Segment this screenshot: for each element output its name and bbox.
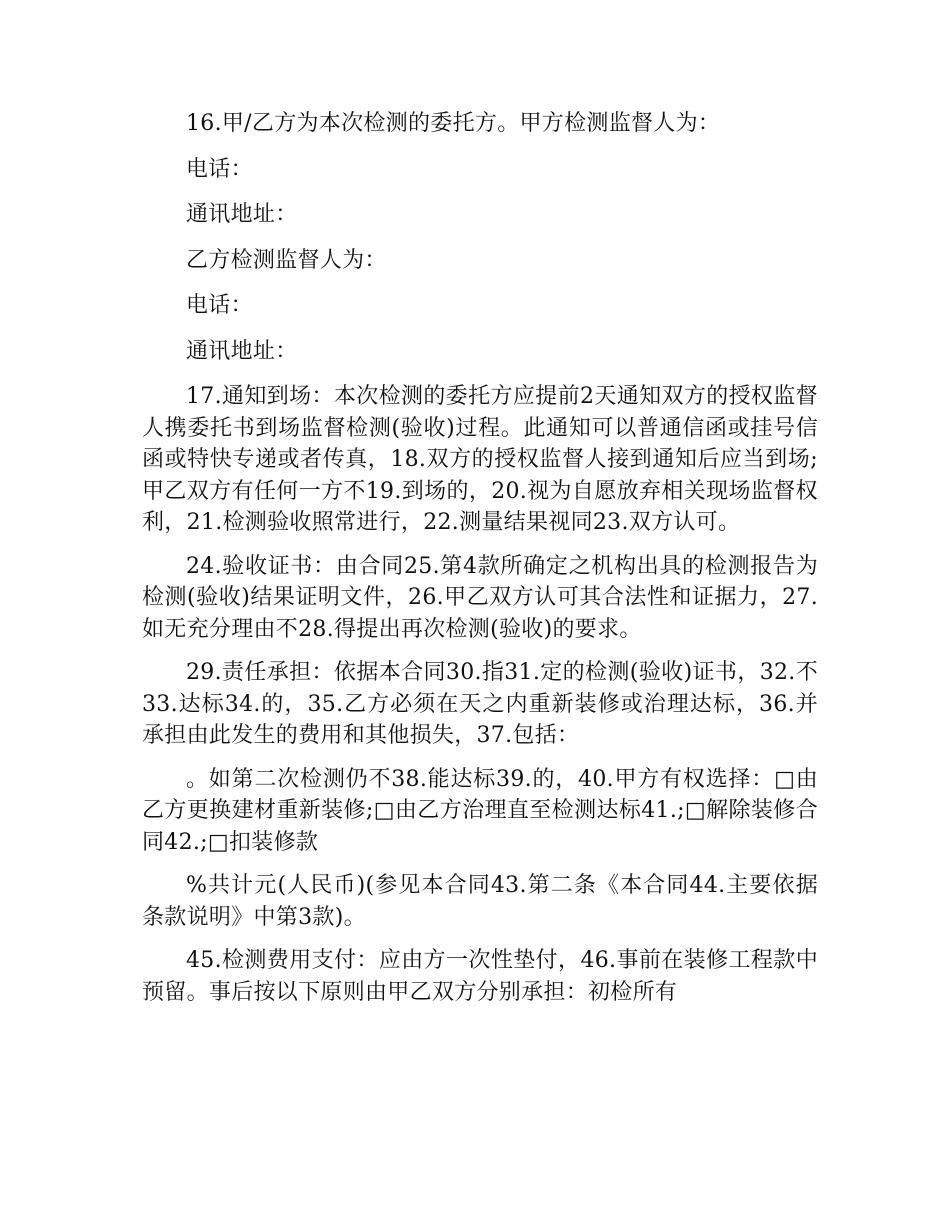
clause-16-paragraph: 16.甲/乙方为本次检测的委托方。甲方检测监督人为： bbox=[186, 111, 721, 136]
clause-29-paragraph: 29.责任承担：依据本合同30.指31.定的检测(验收)证书，32.不33.达标34.的，35.乙方必须在天之内重新装修或治理达标，36.并承担由此发生的费用和其他损失，37.包括： bbox=[142, 660, 818, 748]
clause-37-continuation-paragraph: 。如第二次检测仍不38.能达标39.的，40.甲方有权选择：□由乙方更换建材重新装修;□由乙方治理直至检测达标41.;□解除装修合同42.;□扣装修款 bbox=[142, 766, 818, 855]
clause-17-paragraph: 17.通知到场：本次检测的委托方应提前2天通知双方的授权监督人携委托书到场监督检测(验收)过程。此通知可以普通信函或挂号信函或特快专递或者传真，18.双方的授权监督人接到通知后应当到场;甲乙双方有任何一方不19.到场的，20.视为自愿放弃相关现场监督权利，21.检测验收照常进行，22.测量结果视同23.双方认可。 bbox=[142, 384, 818, 535]
party-b-supervisor-line: 乙方检测监督人为： bbox=[186, 247, 387, 273]
clause-24-paragraph: 24.验收证书：由合同25.第4款所确定之机构出具的检测报告为检测(验收)结果证明文件，26.甲乙双方认可其合法性和证据力，27.如无充分理由不28.得提出再次检测(验收)的要求。 bbox=[142, 553, 818, 642]
party-a-phone-line: 电话： bbox=[186, 156, 253, 182]
clause-45-paragraph: 45.检测费用支付：应由方一次性垫付，46.事前在装修工程款中预留。事后按以下原则由甲乙双方分别承担：初检所有 bbox=[142, 948, 818, 1005]
party-a-address-line: 通讯地址： bbox=[186, 202, 298, 227]
party-b-address-line: 通讯地址： bbox=[186, 338, 298, 364]
clause-42-continuation-paragraph: %共计元(人民币)(参见本合同43.第二条《本合同44.主要依据条款说明》中第3款)。 bbox=[142, 873, 818, 930]
document-page bbox=[142, 108, 818, 1008]
party-b-phone-line: 电话： bbox=[186, 293, 253, 318]
